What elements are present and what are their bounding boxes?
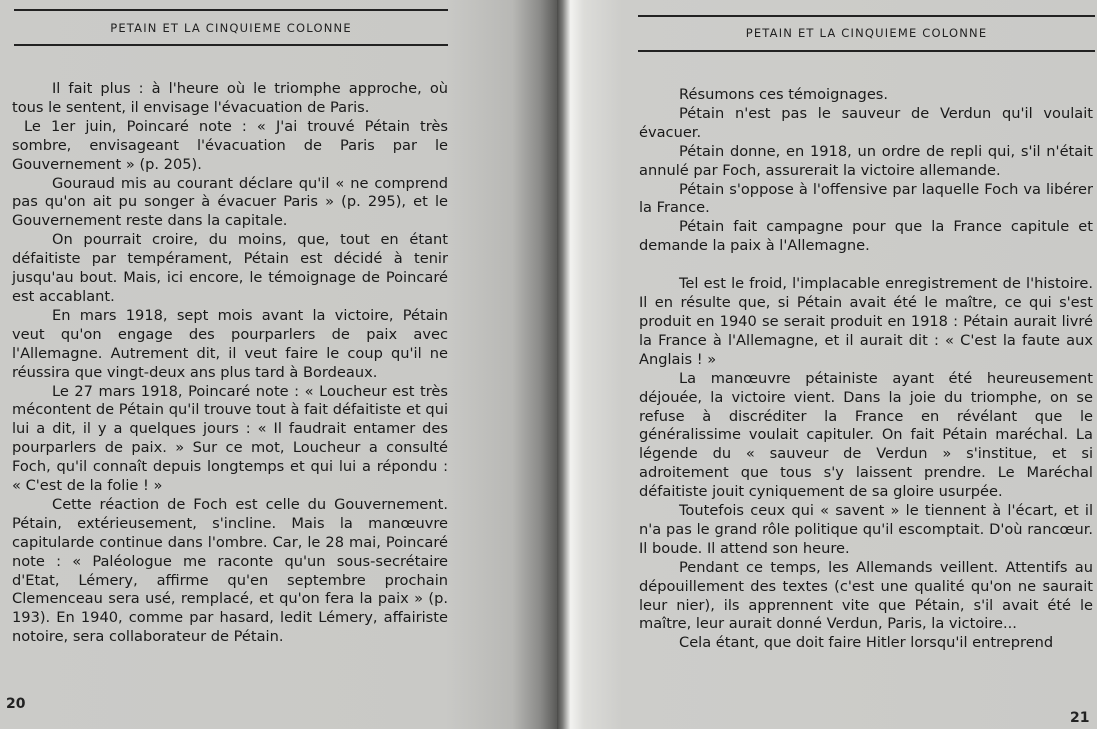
paragraph: On pourrait croire, du moins, que, tout en étant défaitiste par tempérament, Pétain est décidé à tenir jusqu'au bout. Mais, ici encore, le témoignage de Poincaré est accablant.: [12, 231, 448, 305]
paragraph: Cette réaction de Foch est celle du Gouvernement. Pétain, extérieusement, s'incline. Mais la manœuvre capitularde continue dans l'ombre. Car, le 28 mai, Poincaré note : « Paléologue me raconte qu'un sous-secrétaire d'Etat, Lémery, affirme qu'en septembre prochain Clemenceau sera usé, remplacé, et qu'on fera la paix » (p. 193). En 1940, comme par hasard, ledit Lémery, affairiste notoire, sera collaborateur de Pétain.: [12, 495, 448, 646]
paragraph: Pétain fait campagne pour que la France capitule et demande la paix à l'Allemagne.: [639, 218, 1093, 255]
paragraph: La manœuvre pétainiste ayant été heureusement déjouée, la victoire vient. Dans la joie du triomphe, on se refuse à discréditer la France en révélant que le généralissime voulait capituler. On fait Pétain maréchal. La légende du « sauveur de Verdun » s'institue, et si adroitement que tous s'y laissent prendre. Le Maréchal défaitiste jouit cyniquement de sa gloire usurpée.: [639, 369, 1093, 501]
body-text: [639, 86, 1093, 653]
paragraph: Résumons ces témoignages.: [679, 86, 889, 103]
paragraph: Le 27 mars 1918, Poincaré note : « Loucheur est très mécontent de Pétain qu'il trouve tout à fait défaitiste et qui lui a dit, il y a quelques jours : « Il faudrait entamer des pourparlers de paix. » Sur ce mot, Loucheur a consulté Foch, qu'il connaît depuis longtemps et qui lui a répondu : « C'est de la folie ! »: [12, 382, 448, 495]
paragraph: Pétain donne, en 1918, un ordre de repli qui, s'il n'était annulé par Foch, assurerait la victoire allemande.: [639, 142, 1093, 179]
paragraph: Il fait plus : à l'heure où le triomphe approche, où tous le sentent, il envisage l'évacuation de Paris.: [12, 80, 448, 116]
paragraph: Gouraud mis au courant déclare qu'il « ne comprend pas qu'on ait pu songer à évacuer Paris » (p. 295), et le Gouvernement reste dans la capitale.: [12, 174, 448, 230]
paragraph: Cela étant, que doit faire Hitler lorsqu'il entreprend: [679, 634, 1054, 652]
header-rule-bottom: [638, 50, 1095, 52]
paragraph: Tel est le froid, l'implacable enregistrement de l'histoire. Il en résulte que, si Pétain avait été le maître, ce qui s'est produit en 1940 se serait produit en 1918 : Pétain aurait livré la France à l'Allemagne, et il aurait dit : « C'est la faute aux Anglais ! »: [639, 275, 1093, 368]
page-number: 20: [6, 696, 26, 712]
body-text: [12, 80, 448, 647]
running-header: PETAIN ET LA CINQUIEME COLONNE: [110, 21, 352, 35]
header-rule-top: [14, 9, 448, 11]
header-rule-bottom: [14, 44, 448, 46]
page-number: 21: [1070, 710, 1090, 726]
header-rule-top: [638, 15, 1095, 17]
paragraph: Le 1er juin, Poincaré note : « J'ai trouvé Pétain très sombre, envisageant l'évacuation de Paris par le Gouvernement » (p. 205).: [12, 117, 448, 173]
paragraph: Pétain n'est pas le sauveur de Verdun qu'il voulait évacuer.: [639, 104, 1093, 141]
paragraph: Toutefois ceux qui « savent » le tiennent à l'écart, et il n'a pas le grand rôle politique qu'il escomptait. D'où rancœur. Il boude. Il attend son heure.: [639, 502, 1093, 557]
running-header: PETAIN ET LA CINQUIEME COLONNE: [745, 26, 988, 40]
paragraph: En mars 1918, sept mois avant la victoire, Pétain veut qu'on engage des pourparlers de paix avec l'Allemagne. Autrement dit, il veut faire le coup qu'il ne réussira que vingt-deux ans plus tard à Bordeaux.: [12, 306, 448, 381]
right-page: [557, 0, 1097, 729]
paragraph: Pendant ce temps, les Allemands veillent. Attentifs au dépouillement des textes (c'est une qualité qu'on ne saurait leur nier), ils apprennent vite que Pétain, s'il avait été le maître, leur aurait donné Verdun, Paris, la victoire...: [639, 558, 1093, 633]
paragraph: Pétain s'oppose à l'offensive par laquelle Foch va libérer la France.: [639, 180, 1093, 217]
